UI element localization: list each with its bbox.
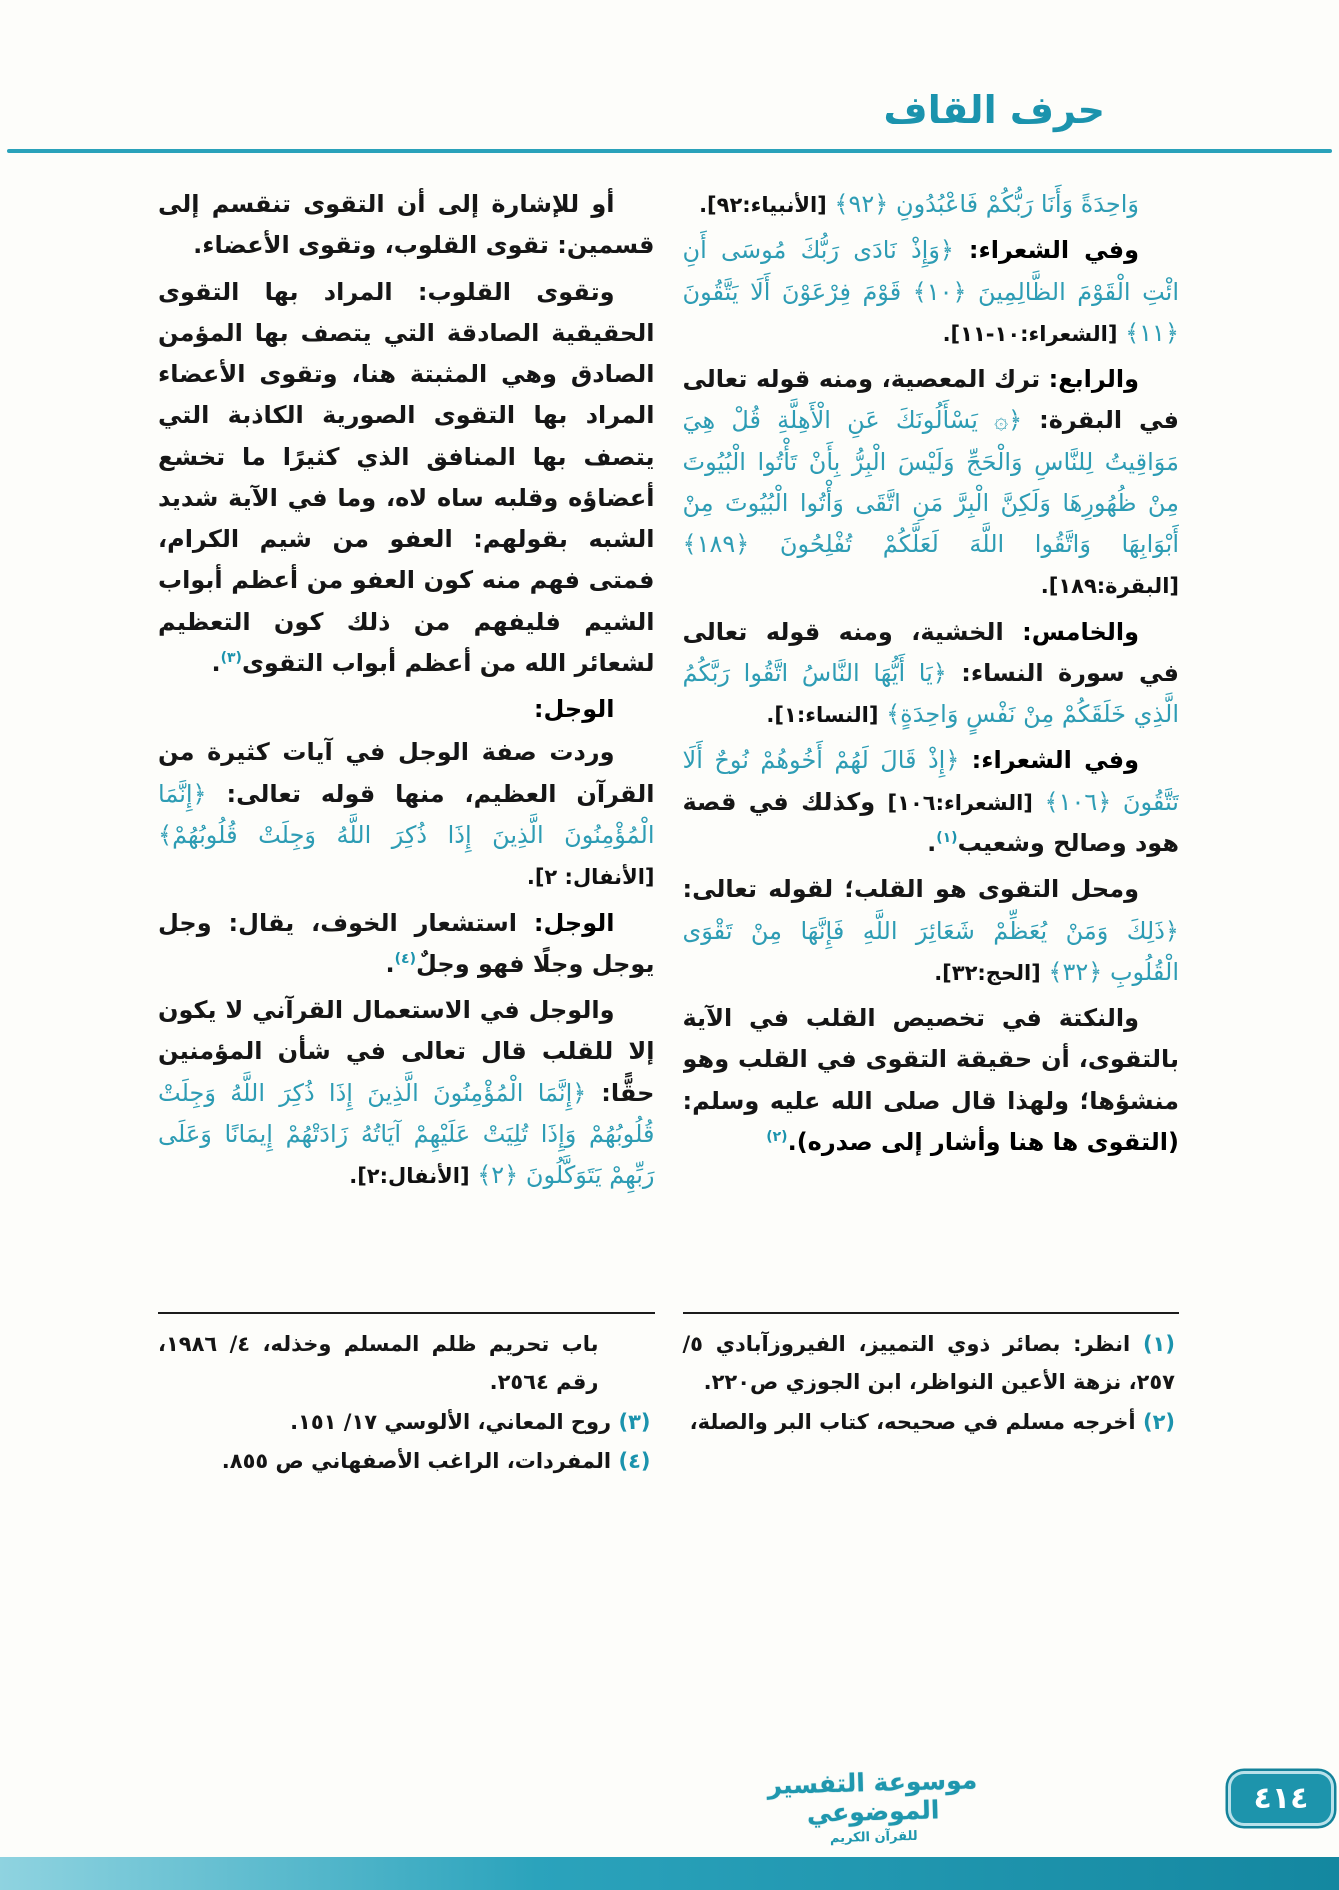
- paragraph: [158, 689, 655, 730]
- publisher-logo-title: موسوعة التفسير الموضوعي: [767, 1764, 978, 1827]
- paragraph: [158, 732, 655, 897]
- emphasis-text: (التقوى ها هنا وأشار إلى صدره).: [787, 1127, 1179, 1156]
- verse-citation: [الأنبياء:٩٢].: [699, 193, 827, 217]
- footnote-text: انظر: بصائر ذوي التمييز، الفيروزآبادي ٥/ ٢٥٧، نزهة الأعين النواظر، ابن الجوزي ص٢٢٠.: [682, 1332, 1175, 1394]
- footnote-item: [158, 1443, 655, 1481]
- footnote-ref: (١): [936, 829, 958, 846]
- body-text: .: [211, 648, 221, 677]
- paragraph: [683, 230, 1180, 354]
- verse-citation: [البقرة:١٨٩].: [1040, 574, 1179, 599]
- body-text: ومحل التقوى هو القلب؛ لقوله تعالى:: [682, 875, 1139, 904]
- quran-verse: ﴿۞ يَسْأَلُونَكَ عَنِ الْأَهِلَّةِ قُلْ هِيَ مَوَاقِيتُ لِلنَّاسِ وَالْحَجِّ وَلَيْسَ الْبِرُّ بِأَنْ تَأْتُوا الْبُيُوتَ مِنْ ظُهُورِهَا وَلَكِنَّ الْبِرَّ مَنِ اتَّقَى وَأْتُوا الْبُيُوتَ مِنْ أَبْوَابِهَا وَاتَّقُوا اللَّهَ لَعَلَّكُمْ تُفْلِحُونَ ﴿١٨٩﴾: [682, 406, 1179, 559]
- body-text: وكذلك في قصة هود وصالح وشعيب: [682, 787, 1179, 857]
- quran-verse: وَاحِدَةً وَأَنَا رَبُّكُمْ فَاعْبُدُونِ ﴿٩٢﴾: [826, 190, 1139, 218]
- footnote-ref: (٢): [766, 1128, 788, 1145]
- verse-citation: [الأنفال: ٢].: [526, 865, 655, 890]
- footnote-text: باب تحريم ظلم المسلم وخذله، ٤/ ١٩٨٦، رقم ٢٥٦٤.: [158, 1332, 599, 1394]
- emphasis-text: وفي الشعراء:: [959, 746, 1140, 775]
- quran-verse: ﴿إِذْ قَالَ لَهُمْ أَخُوهُمْ نُوحٌ أَلَا تَتَّقُونَ ﴿١٠٦﴾: [682, 746, 1179, 816]
- footnote-text: المفردات، الراغب الأصفهاني ص ٨٥٥.: [221, 1449, 612, 1474]
- paragraph: [158, 903, 655, 986]
- verse-citation: [الأنفال:٢].: [349, 1164, 470, 1189]
- verse-citation: [الشعراء:١٠٦]: [887, 790, 1033, 815]
- publisher-logo-subtitle: للقرآن الكريم: [829, 1827, 918, 1846]
- body-text: .: [927, 828, 937, 857]
- emphasis-text: وفي الشعراء:: [953, 236, 1139, 265]
- body-text: .: [385, 949, 395, 978]
- quran-verse: ﴿إِنَّمَا الْمُؤْمِنُونَ الَّذِينَ إِذَا ذُكِرَ اللَّهُ وَجِلَتْ قُلُوبُهُمْ﴾: [158, 779, 655, 849]
- emphasis-text: والرابع:: [1048, 365, 1139, 394]
- footnotes-column-left: [158, 1312, 655, 1483]
- footnote-text: روح المعاني، الألوسي ١٧/ ١٥١.: [290, 1409, 612, 1434]
- paragraph: [158, 272, 655, 685]
- paragraph: [158, 990, 655, 1196]
- page-body: [158, 184, 1179, 1298]
- quran-verse: ﴿ذَلِكَ وَمَنْ يُعَظِّمْ شَعَائِرَ اللَّهِ فَإِنَّهَا مِنْ تَقْوَى الْقُلُوبِ ﴿٣٢﴾: [682, 916, 1179, 986]
- footnote-item: [158, 1404, 655, 1442]
- footnote-ref: (٣): [220, 649, 242, 666]
- body-text: والوجل في الاستعمال القرآني لا يكون إلا للقلب قال تعالى في شأن المؤمنين حقًّا:: [158, 996, 655, 1107]
- page-number-badge: [1228, 1771, 1334, 1826]
- chapter-title: حرف القاف: [883, 88, 1105, 132]
- paragraph: [683, 998, 1180, 1163]
- page-number: ٤١٤: [1253, 1781, 1309, 1816]
- footnotes-column-right: [683, 1312, 1180, 1483]
- paragraph: [683, 359, 1180, 607]
- footnote-number: (١): [1130, 1332, 1175, 1356]
- footnote-number: (٤): [611, 1449, 651, 1474]
- footnote-item: [158, 1326, 655, 1402]
- column-right: [683, 184, 1180, 1298]
- paragraph: [158, 184, 655, 267]
- emphasis-text: الوجل:: [533, 908, 615, 937]
- body-text: أو للإشارة إلى أن التقوى تنقسم إلى قسمين: تقوى القلوب، وتقوى الأعضاء.: [158, 190, 655, 260]
- footnote-item: [683, 1404, 1180, 1442]
- paragraph: [683, 869, 1180, 993]
- header-divider: [7, 149, 1332, 153]
- quran-verse: ﴿وَإِذْ نَادَى رَبُّكَ مُوسَى أَنِ ائْتِ الْقَوْمَ الظَّالِمِينَ ﴿١٠﴾ قَوْمَ فِرْعَوْنَ أَلَا يَتَّقُونَ ﴿١١﴾: [682, 236, 1179, 347]
- body-text: استشعار الخوف، يقال: وجل يوجل وجلًا فهو وجلٌ: [158, 908, 655, 978]
- verse-citation: [الشعراء:١٠-١١].: [942, 321, 1118, 346]
- verse-citation: [الحج:٣٢].: [934, 960, 1041, 985]
- body-text: وردت صفة الوجل في آيات كثيرة من القرآن العظيم، منها قوله تعالى:: [158, 738, 655, 808]
- column-left: [158, 184, 655, 1298]
- body-text: الخشية، ومنه قوله تعالى في سورة النساء:: [682, 617, 1179, 687]
- publisher-logo: [756, 1765, 990, 1847]
- footnote-item: [683, 1326, 1180, 1402]
- footer-band: [0, 1857, 1339, 1890]
- quran-verse: ﴿إِنَّمَا الْمُؤْمِنُونَ الَّذِينَ إِذَا ذُكِرَ اللَّهُ وَجِلَتْ قُلُوبُهُمْ وَإِذَا تُلِيَتْ عَلَيْهِمْ آيَاتُهُ زَادَتْهُمْ إِيمَانًا وَعَلَى رَبِّهِمْ يَتَوَكَّلُونَ ﴿٢﴾: [158, 1078, 655, 1190]
- verse-citation: [النساء:١].: [766, 703, 879, 728]
- quran-verse: ﴿يَا أَيُّهَا النَّاسُ اتَّقُوا رَبَّكُمُ الَّذِي خَلَقَكُمْ مِنْ نَفْسٍ وَاحِدَةٍ﴾: [682, 658, 1179, 729]
- footnotes-section: [158, 1312, 1179, 1483]
- footnote-text: أخرجه مسلم في صحيحه، كتاب البر والصلة،: [689, 1409, 1136, 1434]
- footnote-number: (٣): [611, 1409, 651, 1434]
- paragraph: [683, 740, 1180, 864]
- paragraph: [683, 612, 1180, 736]
- body-text: والنكتة في تخصيص القلب في الآية بالتقوى، أن حقيقة التقوى في القلب وهو منشؤها؛ ولهذا قال صلى الله عليه وسلم:: [682, 1004, 1179, 1115]
- paragraph: [683, 184, 1180, 225]
- footnote-ref: (٤): [394, 950, 416, 967]
- footnote-number: (٢): [1135, 1409, 1175, 1434]
- body-text: وتقوى القلوب: المراد بها التقوى الحقيقية الصادقة التي يتصف بها المؤمن الصادق وهي المثبتة هنا، وتقوى الأعضاء المراد بها التقوى الصورية الكاذبة التي يتصف بها المنافق الذي كثيرًا ما تخشع أعضاؤه وقلبه ساه لاه، وما في الآية شديد الشبه بقولهم: العفو من شيم الكرام، فمتى فهم منه كون العفو من أعظم أبواب الشيم فليفهم من ذلك كون التعظيم لشعائر الله من أعظم أبواب التقوى: [158, 277, 655, 677]
- emphasis-text: الوجل:: [533, 695, 615, 724]
- body-text: ترك المعصية، ومنه قوله تعالى في البقرة:: [682, 365, 1179, 435]
- emphasis-text: والخامس:: [1022, 617, 1139, 646]
